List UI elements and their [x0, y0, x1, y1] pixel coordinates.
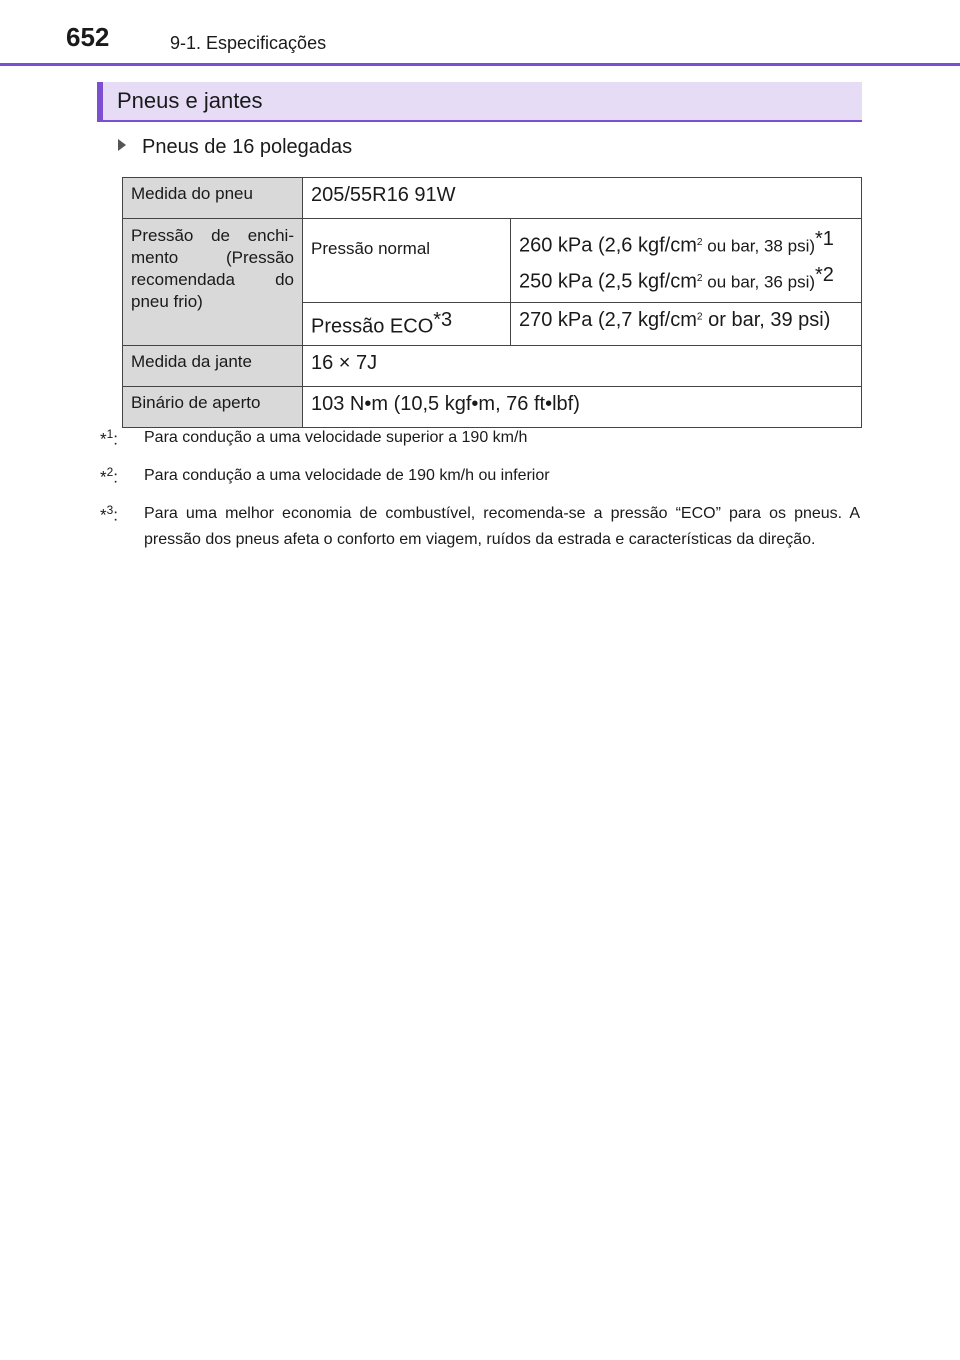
footnote-text: Para uma melhor economia de combustível, recomenda-se a pressão “ECO” para os pneus. A pressão dos pneus afeta o conforto em viagem, ruídos da estrada e características da direção. — [144, 505, 860, 548]
table-cell-value — [303, 386, 862, 427]
eco-pressure-value: 270 kPa (2,7 kgf/cm — [519, 309, 697, 332]
footnotes — [100, 425, 860, 565]
table-cell-label — [123, 386, 303, 427]
page-header — [0, 0, 960, 70]
bullet-text: Pneus de 16 polegadas — [142, 136, 353, 158]
triangle-bullet-icon — [118, 139, 126, 151]
normal-pressure-value-2: 250 kPa (2,5 kgf/$cm^2$ ou bar, 36 psi)$^{*2}$ — [519, 263, 834, 293]
page-number: 652 — [66, 22, 110, 52]
table-cell-value — [303, 345, 862, 386]
tire-spec-table — [122, 177, 862, 428]
footnote-item — [100, 501, 860, 553]
footnote-text: Para condução a uma velocidade superior a 190 km/h — [144, 429, 528, 446]
pressure-label-line: pneu frio) — [131, 292, 203, 311]
bullet-item — [118, 136, 352, 159]
pressure-label-line: recomendada do — [131, 270, 294, 289]
footnote-ref: *3 — [433, 309, 453, 332]
table-cell-value — [511, 219, 862, 303]
pressure-label-line: Pressão de enchi- — [131, 226, 294, 245]
pressure-label-line: mento (Pressão — [131, 248, 294, 267]
footnote-mark: *$^2$: — [100, 465, 118, 487]
section-header — [97, 82, 862, 122]
tire-size-label: Medida do pneu — [131, 184, 253, 203]
tire-size-value: 205/55R16 91W — [311, 184, 456, 206]
table-cell-value: 270 kPa (2,7 kgf/$cm^2$ or bar, 39 psi) — [511, 303, 862, 346]
table-cell-sublabel — [303, 219, 511, 303]
eco-pressure-label: Pressão ECO — [311, 315, 434, 338]
table-cell-sublabel — [303, 303, 511, 346]
table-cell-label — [123, 345, 303, 386]
table-row — [123, 386, 862, 427]
table-cell-value — [303, 178, 862, 219]
header-rule — [0, 63, 960, 66]
normal-pressure-label: Pressão normal — [311, 239, 431, 258]
table-cell-label — [123, 178, 303, 219]
normal-pressure-value-1: 260 kPa (2,6 kgf/$cm^2$ ou bar, 38 psi)$^{*1}$ — [519, 228, 834, 257]
rim-size-label: Medida da jante — [131, 351, 252, 371]
table-row — [123, 345, 862, 386]
chapter-title: 9-1. Especificações — [170, 33, 327, 53]
section-title: Pneus e jantes — [117, 88, 263, 113]
torque-label: Binário de aperto — [131, 392, 261, 412]
footnote-text: Para condução a uma velocidade de 190 km/h ou inferior — [144, 467, 550, 484]
torque-value: 103 N•m (10,5 kgf•m, 76 ft•lbf) — [311, 392, 580, 415]
rim-size-value: 16 × 7J — [311, 351, 378, 374]
table-row — [123, 219, 862, 303]
table-row — [123, 178, 862, 219]
footnote-mark: *$^3$: — [100, 503, 118, 525]
footnote-item — [100, 463, 860, 489]
footnote-mark: *$^1$: — [100, 427, 118, 449]
table-cell-label — [123, 219, 303, 346]
footnote-item — [100, 425, 860, 451]
